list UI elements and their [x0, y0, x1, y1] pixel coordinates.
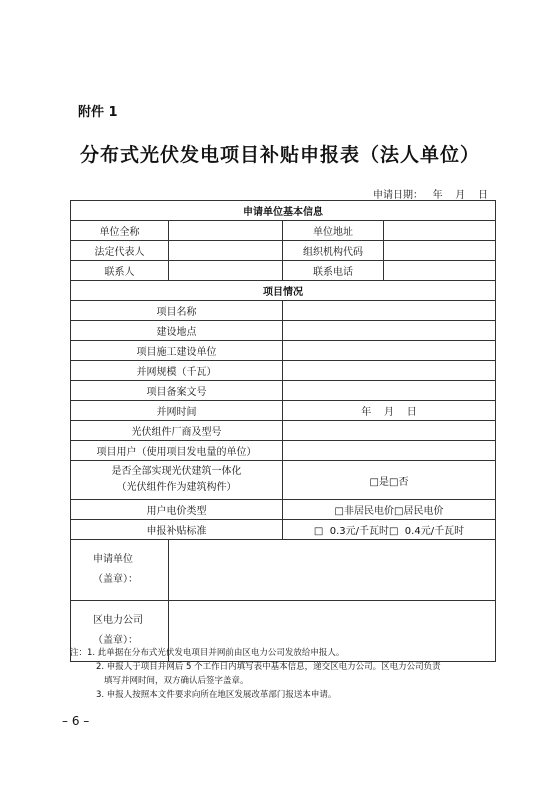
- table-row: [71, 341, 496, 361]
- field-grid-capacity[interactable]: [283, 361, 496, 381]
- table-row: [71, 421, 496, 441]
- table-row: [71, 520, 496, 540]
- field-unit-name[interactable]: [169, 221, 283, 241]
- field-contractor[interactable]: [283, 341, 496, 361]
- table-row: [71, 301, 496, 321]
- label-org-code: 组织机构代码: [283, 241, 384, 261]
- field-project-name[interactable]: [283, 301, 496, 321]
- note-3: 3. 申报人按照本文件要求向所在地区发展改革部门报送本申请。: [96, 690, 337, 700]
- label-unit-name: 单位全称: [71, 221, 169, 241]
- label-filing-number: 项目备案文号: [71, 381, 283, 401]
- power-company-seal-line2: （盖章）：: [93, 635, 138, 646]
- applicant-seal-line2: （盖章）：: [93, 574, 138, 585]
- attachment-label: 附件 1: [78, 105, 118, 120]
- label-bipv-line2: （光伏组件作为建筑构件）: [116, 482, 237, 493]
- applicant-seal-line1: 申请单位: [93, 554, 133, 565]
- label-price-type: 用户电价类型: [71, 500, 283, 520]
- notes: [70, 646, 500, 702]
- label-project-user: 项目用户（使用项目发电量的单位）: [71, 441, 283, 461]
- subsidy-application-form: [70, 200, 496, 662]
- table-row: [71, 441, 496, 461]
- checkbox-subsidy-standard[interactable]: □ 0.3元/千瓦时□ 0.4元/千瓦时: [283, 520, 496, 540]
- section-basic-info: 申请单位基本信息: [71, 201, 496, 221]
- field-contact[interactable]: [169, 261, 283, 281]
- label-grid-date: 并网时间: [71, 401, 283, 421]
- field-build-location[interactable]: [283, 321, 496, 341]
- checkbox-bipv[interactable]: □是□否: [283, 461, 496, 500]
- note-1: 注：1. 此单据在分布式光伏发电项目并网前由区电力公司发放给申报人。: [70, 648, 345, 658]
- page-title: 分布式光伏发电项目补贴申报表（法人单位）: [79, 144, 480, 166]
- table-row: [71, 261, 496, 281]
- field-applicant-seal[interactable]: [169, 540, 496, 601]
- label-subsidy-standard: 申报补贴标准: [71, 520, 283, 540]
- label-applicant-seal: [71, 540, 169, 601]
- label-grid-capacity: 并网规模（千瓦）: [71, 361, 283, 381]
- field-phone[interactable]: [384, 261, 496, 281]
- application-date: 申请日期： 年 月 日: [373, 190, 488, 201]
- table-row: [71, 381, 496, 401]
- table-row: [71, 361, 496, 381]
- table-row: [71, 540, 496, 601]
- label-pv-module: 光伏组件厂商及型号: [71, 421, 283, 441]
- label-unit-address: 单位地址: [283, 221, 384, 241]
- field-unit-address[interactable]: [384, 221, 496, 241]
- note-2: 2. 申报人于项目并网后 5 个工作日内填写表中基本信息，递交区电力公司。区电力公司负责: [96, 662, 441, 672]
- field-filing-number[interactable]: [283, 381, 496, 401]
- field-org-code[interactable]: [384, 241, 496, 261]
- section-project-info: 项目情况: [71, 281, 496, 301]
- table-row: [71, 500, 496, 520]
- note-2-cont: 填写并网时间，双方确认后签字盖章。: [104, 676, 249, 686]
- power-company-seal-line1: 区电力公司: [93, 615, 143, 626]
- label-contractor: 项目施工建设单位: [71, 341, 283, 361]
- table-row: [71, 461, 496, 500]
- field-pv-module[interactable]: [283, 421, 496, 441]
- table-row: [71, 221, 496, 241]
- label-contact: 联系人: [71, 261, 169, 281]
- label-project-name: 项目名称: [71, 301, 283, 321]
- label-phone: 联系电话: [283, 261, 384, 281]
- label-build-location: 建设地点: [71, 321, 283, 341]
- checkbox-price-type[interactable]: □非居民电价□居民电价: [283, 500, 496, 520]
- page-number: – 6 –: [62, 714, 90, 728]
- table-row: [71, 401, 496, 421]
- table-row: [71, 241, 496, 261]
- field-project-user[interactable]: [283, 441, 496, 461]
- field-legal-rep[interactable]: [169, 241, 283, 261]
- field-grid-date[interactable]: 年 月 日: [283, 401, 496, 421]
- table-row: [71, 321, 496, 341]
- label-bipv-line1: 是否全部实现光伏建筑一体化: [111, 466, 242, 477]
- label-legal-rep: 法定代表人: [71, 241, 169, 261]
- label-bipv: [71, 461, 283, 500]
